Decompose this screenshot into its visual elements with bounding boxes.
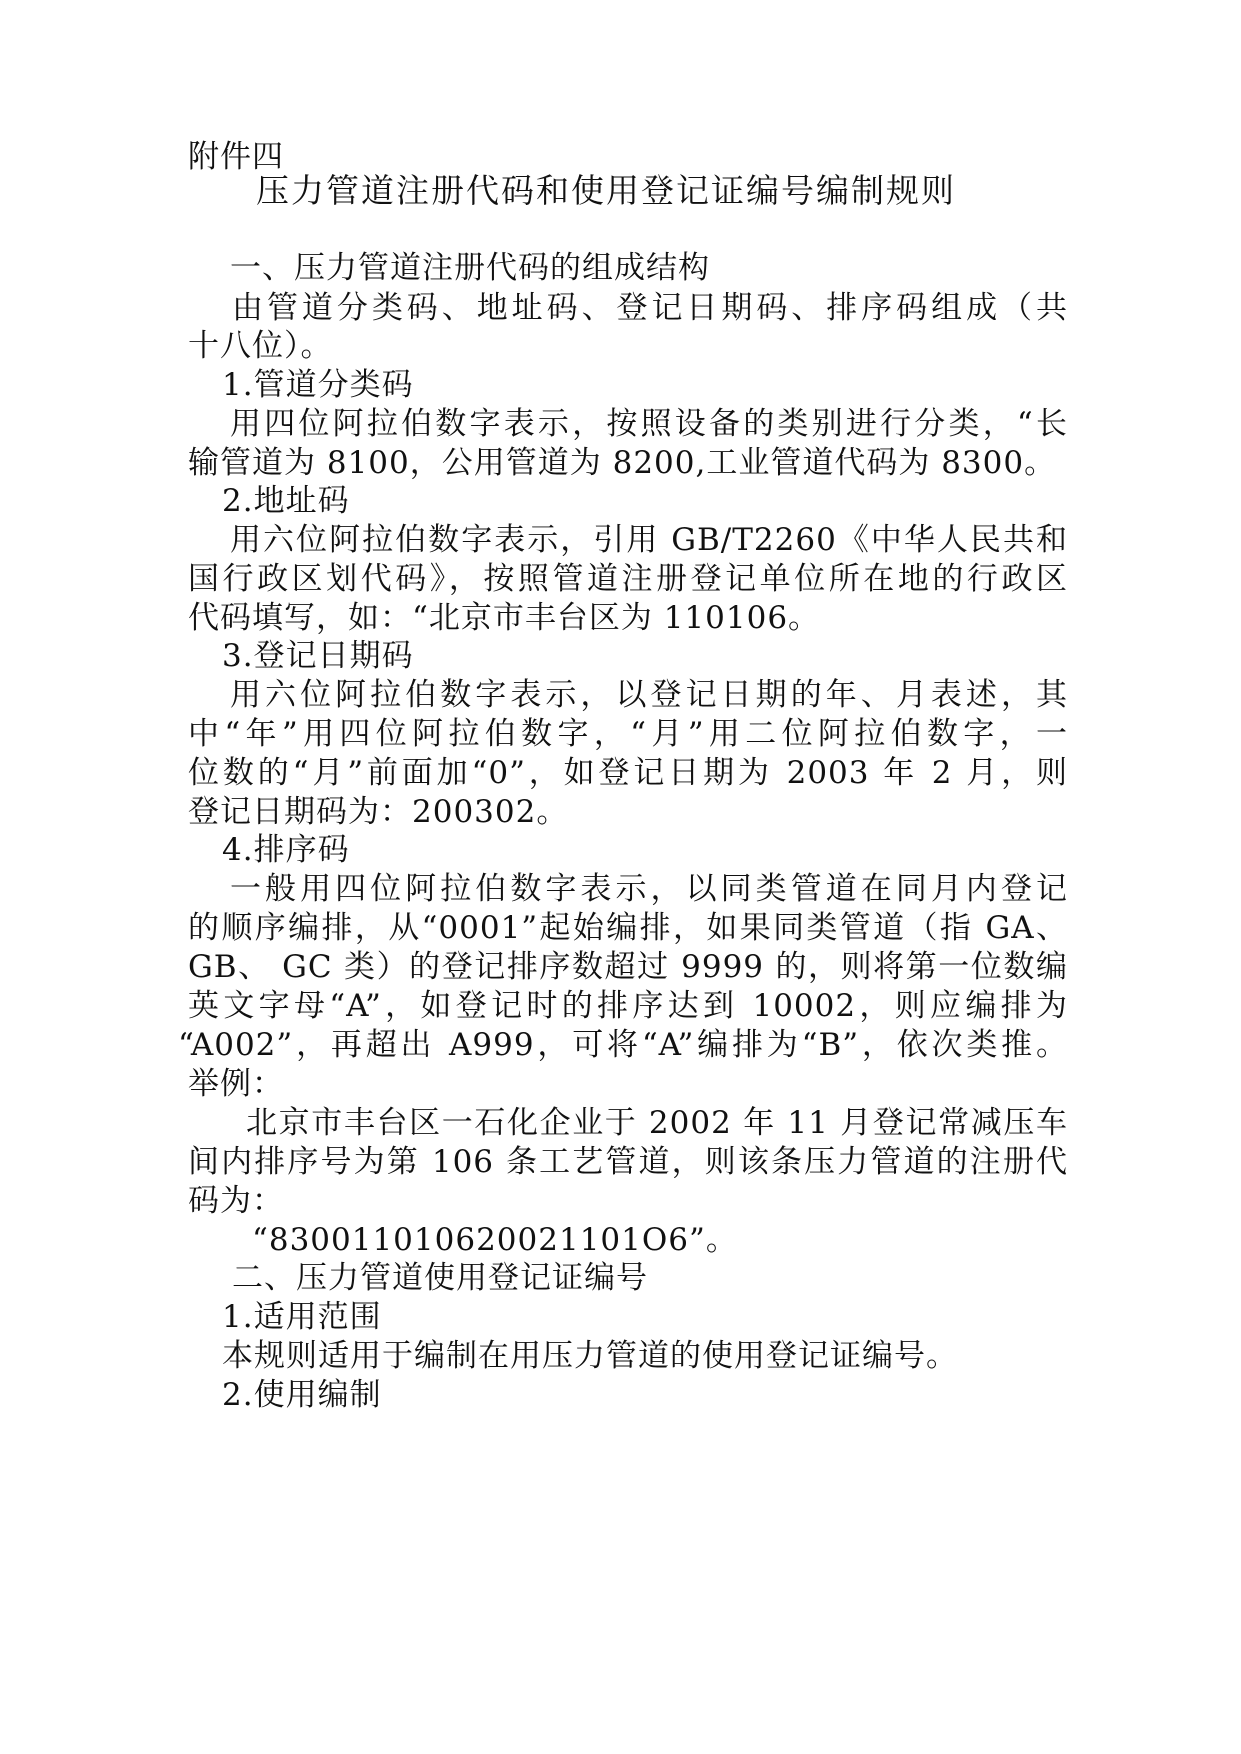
example-label: 举例： — [188, 1066, 284, 1102]
item-3-line-3: 位数的“月”前面加“0”，如登记日期为 2003 年 2 月，则 — [188, 755, 1068, 791]
example-line-3: 码为： — [188, 1183, 284, 1219]
section-2-item-2-heading: 2.使用编制 — [222, 1377, 382, 1413]
attachment-label: 附件四 — [188, 139, 284, 175]
section-2-item-1-heading: 1.适用范围 — [222, 1299, 382, 1335]
item-2-line-2: 国行政区划代码》，按照管道注册登记单位所在地的行政区 — [188, 561, 1068, 597]
item-3-line-4: 登记日期码为：200302。 — [188, 794, 569, 830]
item-2-line-1: 用六位阿拉伯数字表示，引用 GB/T2260《中华人民共和 — [230, 522, 1068, 558]
item-2-heading: 2.地址码 — [222, 483, 350, 519]
section-1-intro-line-2: 十八位）。 — [188, 328, 333, 364]
example-line-1: 北京市丰台区一石化企业于 2002 年 11 月登记常减压车 — [246, 1105, 1068, 1141]
section-2-heading: 二、压力管道使用登记证编号 — [232, 1260, 648, 1296]
item-3-line-2: 中“年”用四位阿拉伯数字，“月”用二位阿拉伯数字，一 — [188, 716, 1068, 752]
item-3-line-1: 用六位阿拉伯数字表示，以登记日期的年、月表述，其 — [230, 677, 1068, 713]
item-3-heading: 3.登记日期码 — [222, 638, 414, 674]
section-2-item-1-line: 本规则适用于编制在用压力管道的使用登记证编号。 — [222, 1338, 958, 1374]
item-1-line-1: 用四位阿拉伯数字表示，按照设备的类别进行分类，“长 — [230, 406, 1068, 442]
page-title: 压力管道注册代码和使用登记证编号编制规则 — [256, 171, 956, 210]
item-4-heading: 4.排序码 — [222, 832, 350, 868]
example-line-2: 间内排序号为第 106 条工艺管道，则该条压力管道的注册代 — [188, 1144, 1068, 1180]
item-2-line-3: 代码填写，如：“北京市丰台区为 110106。 — [188, 600, 821, 636]
example-code: “830011010620021101O6”。 — [252, 1222, 738, 1258]
item-4-line-4: 英文字母“A”，如登记时的排序达到 10002，则应编排为 — [188, 988, 1068, 1024]
item-4-line-5: “A002”，再超出 A999，可将“A”编排为“B”，依次类推。 — [178, 1027, 1068, 1063]
section-1-intro-line-1: 由管道分类码、地址码、登记日期码、排序码组成（共 — [232, 290, 1068, 326]
item-4-line-3: GB、 GC 类）的登记排序数超过 9999 的，则将第一位数编 — [188, 949, 1068, 985]
item-1-line-2: 输管道为 8100，公用管道为 8200,工业管道代码为 8300。 — [188, 445, 1057, 481]
section-1-heading: 一、压力管道注册代码的组成结构 — [230, 250, 710, 286]
item-4-line-2: 的顺序编排，从“0001”起始编排，如果同类管道（指 GA、 — [188, 910, 1068, 946]
item-1-heading: 1.管道分类码 — [222, 367, 414, 403]
item-4-line-1: 一般用四位阿拉伯数字表示，以同类管道在同月内登记 — [230, 871, 1068, 907]
